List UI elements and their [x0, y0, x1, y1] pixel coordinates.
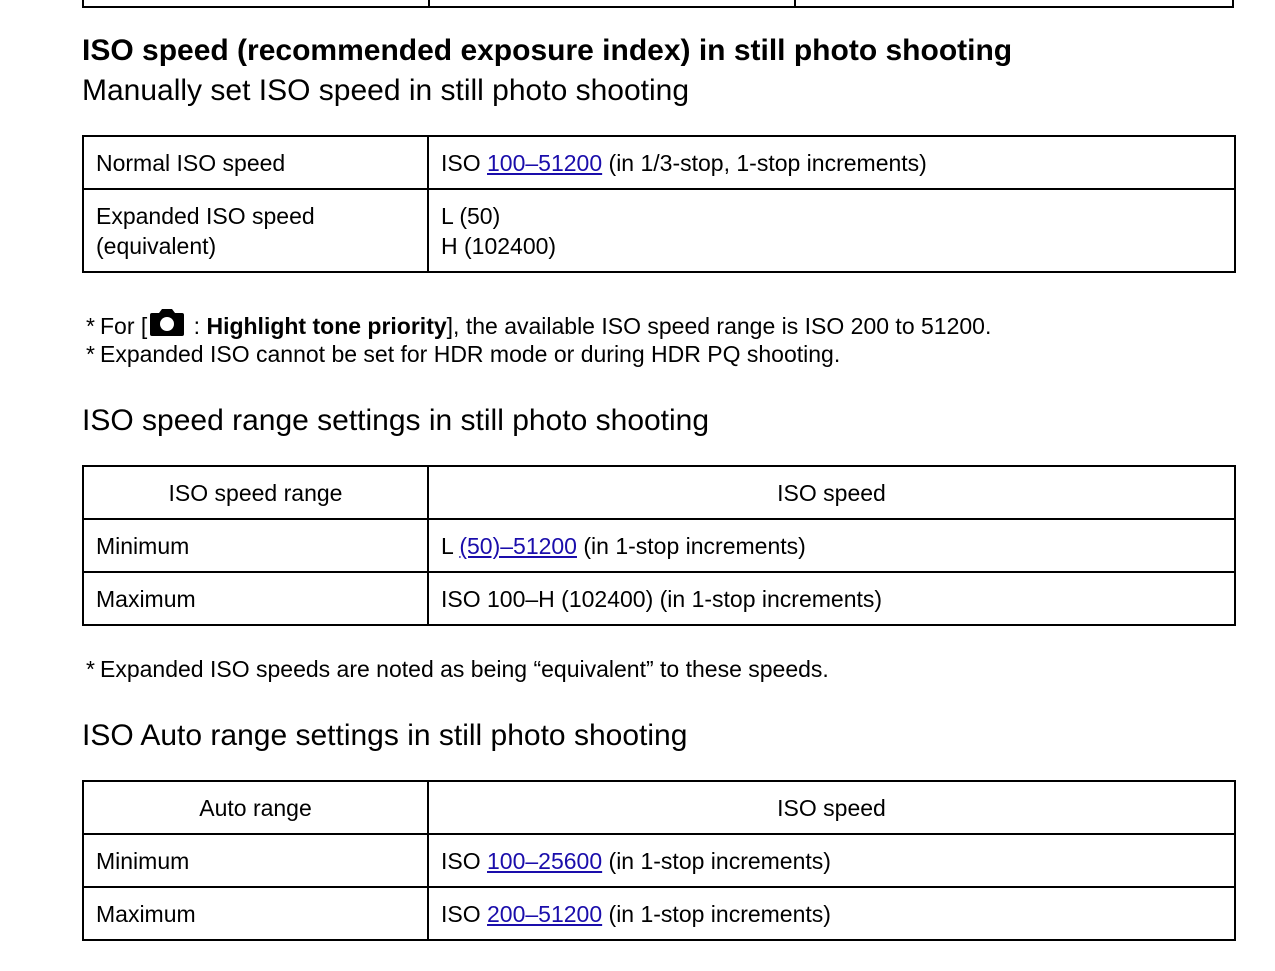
note-text: : — [187, 313, 207, 339]
row-value — [428, 519, 1235, 572]
manual-iso-table — [82, 135, 1236, 273]
column-header: ISO speed range — [83, 466, 428, 519]
manual-section-title: Manually set ISO speed in still photo shooting — [82, 74, 690, 107]
row-label — [83, 189, 428, 272]
row-label: Maximum — [83, 887, 428, 940]
table-header-row — [83, 466, 1235, 519]
row-value: ISO 100–H (102400) (in 1-stop increments) — [428, 572, 1235, 625]
column-header: Auto range — [83, 781, 428, 834]
iso-range-link[interactable]: 100–25600 — [487, 847, 603, 874]
note-text: For [ — [100, 313, 148, 339]
row-label: Maximum — [83, 572, 428, 625]
footnote-star: * — [86, 313, 95, 339]
value-line: L (50) — [441, 202, 501, 229]
label-line: (equivalent) — [96, 232, 217, 259]
column-header: ISO speed — [428, 466, 1235, 519]
value-line: H (102400) — [441, 232, 557, 259]
auto-iso-table — [82, 780, 1236, 941]
value-suffix: (in 1-stop increments) — [602, 900, 831, 927]
row-label: Minimum — [83, 834, 428, 887]
table-row — [83, 572, 1235, 625]
value-suffix: (in 1-stop increments) — [602, 847, 831, 874]
range-iso-table — [82, 465, 1236, 626]
row-value — [428, 887, 1235, 940]
value-prefix: ISO — [441, 847, 488, 874]
footnote-star: * — [86, 656, 95, 682]
note-bold-text: Highlight tone priority — [206, 313, 447, 339]
row-label: Normal ISO speed — [83, 136, 428, 189]
value-prefix: L — [441, 532, 460, 559]
iso-range-link[interactable]: (50)–51200 — [459, 532, 577, 559]
footnote-equivalent — [86, 654, 829, 684]
row-value — [428, 136, 1235, 189]
label-line: Expanded ISO speed — [96, 202, 315, 229]
footnote-star: * — [86, 341, 95, 367]
table-row — [83, 136, 1235, 189]
range-section-title: ISO speed range settings in still photo shooting — [82, 404, 710, 437]
table-row — [83, 834, 1235, 887]
table-divider — [794, 0, 796, 6]
previous-table-bottom — [82, 0, 1234, 8]
main-heading: ISO speed (recommended exposure index) in still photo shooting — [82, 34, 1013, 67]
note-text: ], the available ISO speed range is ISO 200 to 51200. — [446, 313, 992, 339]
table-row — [83, 887, 1235, 940]
row-value — [428, 189, 1235, 272]
value-prefix: ISO — [441, 149, 488, 176]
note-text: Expanded ISO cannot be set for HDR mode or during HDR PQ shooting. — [100, 341, 841, 367]
table-row — [83, 519, 1235, 572]
value-suffix: (in 1-stop increments) — [576, 532, 806, 559]
note-text: Expanded ISO speeds are noted as being “equivalent” to these speeds. — [100, 656, 829, 682]
auto-section-title: ISO Auto range settings in still photo shooting — [82, 719, 688, 752]
row-value — [428, 834, 1235, 887]
iso-range-link[interactable]: 100–51200 — [487, 149, 603, 176]
footnote-expanded-iso — [86, 339, 840, 369]
column-header: ISO speed — [428, 781, 1235, 834]
iso-range-link[interactable]: 200–51200 — [487, 900, 603, 927]
table-header-row — [83, 781, 1235, 834]
value-prefix: ISO — [441, 900, 488, 927]
row-label: Minimum — [83, 519, 428, 572]
value-suffix: (in 1/3-stop, 1-stop increments) — [602, 149, 927, 176]
table-row — [83, 189, 1235, 272]
table-divider — [428, 0, 430, 6]
